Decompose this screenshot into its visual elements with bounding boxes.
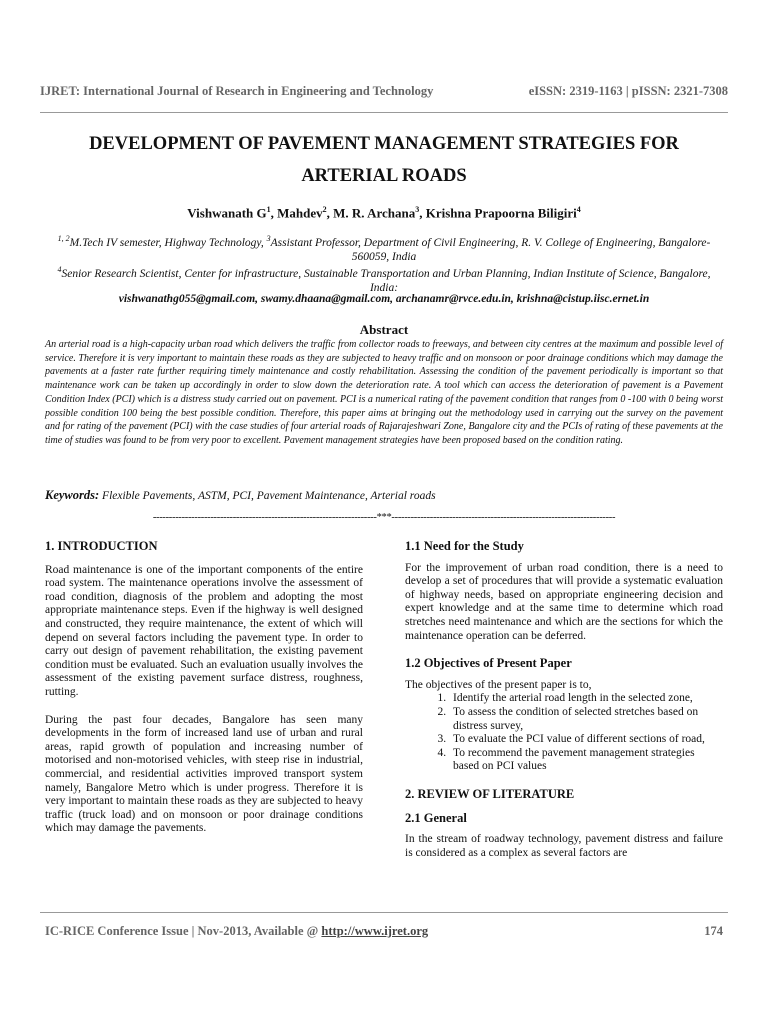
running-footer <box>45 924 723 939</box>
need-paragraph: For the improvement of urban road condition, there is a need to develop a set of procedures that will provide a systematic evaluation of highway needs, based on appropriate engineering decision and expert knowledge and at the same time to determine which road stretches need maintenance and which are the sections for which the maintenance operation can be deferred. <box>405 561 723 642</box>
objective-item: 2. To assess the condition of selected stretches based on distress survey, <box>449 706 723 733</box>
introduction-paragraph-1: Road maintenance is one of the important components of the entire road system. The maintenance operations involve the assessment of road condition, diagnosis of the problem and adopting the most appropriate maintenance steps. Even if the highway is well designed and constructed, they require maintenance, the extent of which will depend on several factors including the pavement type. In order to carry out design of pavement rehabilitation, the existing pavement condition must be evaluated. Such an evaluation usually involves the assessment of the existing pavement surface distress, roughness, rutting. <box>45 563 363 698</box>
section-separator: ----------------------------------------------------------------------***---------------------------------------------------------------------- <box>152 512 616 523</box>
paper-title <box>40 128 728 192</box>
objectives-intro: The objectives of the present paper is to, <box>405 678 592 691</box>
affiliation-1 <box>44 232 724 264</box>
review-heading: 2. REVIEW OF LITERATURE <box>405 786 575 801</box>
running-header <box>40 84 728 99</box>
title-line-2: ARTERIAL ROADS <box>301 166 467 186</box>
objectives-list <box>405 692 723 774</box>
footer-divider <box>40 912 728 913</box>
affiliation-4-marker: 4 <box>57 265 62 274</box>
keywords-label: Keywords: <box>45 488 100 502</box>
affiliation-1-text: M.Tech IV semester, Highway Technology, <box>69 236 267 249</box>
affiliation-4-text: Senior Research Scientist, Center for infrastructure, Sustainable Transportation and Urban Planning, Indian Institute of Science, Bangalore, India: <box>61 267 711 294</box>
objective-item: 4. To recommend the pavement management strategies based on PCI values <box>449 747 723 774</box>
author-2: Mahdev <box>277 205 323 221</box>
author-4-marker: 4 <box>576 205 581 214</box>
objective-item: 3. To evaluate the PCI value of different sections of road, <box>449 733 723 747</box>
author-3-marker: 3 <box>415 205 420 214</box>
abstract-text: An arterial road is a high-capacity urban road which delivers the traffic from collector roads to freeways, and between city centres at the maximum and possible level of service. Therefore it is very important to maintain these roads as they are subjected to heavy traffic and on monsoon or poor drainage conditions which may damage the pavements at a faster rate further requiring timely maintenance and costly rehabilitation. Assessing the condition of the pavement periodically is important so that maintenance work can be taken up accordingly in order to slow down the deterioration rate. A tool which can access the deterioration of pavement is a Pavement Condition Index (PCI) which is a distress study carried out on pavement. PCI is a numerical rating of the pavement condition that ranges from 0 -100 with 0 being worst possible condition 100 being the best possible condition. Therefore, this paper aims at bringing out the methodology used in carrying out the survey on the pavement and for rating of the pavement (PCI) with the case studies of four arterial roads of Rajarajeshwari Zone, Bangalore city and the PCIs of rating of these pavements at the time of studies was found to be from very poor to excellent. Pavement management strategies have been proposed based on the condition rating. <box>45 339 723 446</box>
title-line-1: DEVELOPMENT OF PAVEMENT MANAGEMENT STRATEGIES FOR <box>89 134 679 154</box>
header-divider <box>40 112 728 113</box>
general-paragraph: In the stream of roadway technology, pavement distress and failure is considered as a complex as several factors are <box>405 833 723 859</box>
author-2-marker: 2 <box>322 205 327 214</box>
affiliation-1-marker: 1, 2 <box>57 234 70 243</box>
affiliation-3-marker: 3 <box>266 234 271 243</box>
conference-info: IC-RICE Conference Issue | Nov-2013, Available @ <box>45 924 322 938</box>
left-column <box>45 540 363 850</box>
author-4: Krishna Prapoorna Biligiri <box>425 205 577 221</box>
right-column <box>405 540 723 874</box>
author-1: Vishwanath G <box>187 205 267 221</box>
abstract-heading: Abstract <box>359 322 409 337</box>
objectives-heading: 1.2 Objectives of Present Paper <box>405 656 572 671</box>
affiliation-3-text: Assistant Professor, Department of Civil Engineering, R. V. College of Engineering, Bangalore-560059, India <box>270 236 711 263</box>
issn-info: eISSN: 2319-1163 | pISSN: 2321-7308 <box>528 84 728 98</box>
author-1-marker: 1 <box>266 205 271 214</box>
author-emails: vishwanathg055@gmail.com, swamy.dhaana@gmail.com, archanamr@rvce.edu.in, krishna@cistup.iisc.ernet.in <box>118 293 650 305</box>
journal-link[interactable]: http://www.ijret.org <box>321 924 429 938</box>
author-list: Vishwanath $G^1$, Mahdev$^2$, M. R. Archana$^3$, Krishna Prapoorna Biligiri$^4$ <box>187 205 581 221</box>
introduction-paragraph-2: During the past four decades, Bangalore has seen many developments in the form of increased land use of urban and rural areas, rapid growth of population and increasing number of motorised and non-motorised vehicles, with steep rise in industrial, commercial, and residential activities improved transport system namely, Bangalore Metro which is under progress. Therefore it is very important to maintain these roads as they are subjected to heavy traffic (truck load) and on monsoon or poor drainage conditions which may damage the pavements. <box>45 713 363 835</box>
footer-citation <box>45 924 428 939</box>
need-heading: 1.1 Need for the Study <box>405 539 524 553</box>
general-heading: 2.1 General <box>405 810 467 825</box>
author-3: M. R. Archana <box>333 205 416 221</box>
introduction-heading: 1. INTRODUCTION <box>45 539 158 553</box>
affiliation-2 <box>44 263 724 295</box>
objective-item: 1. Identify the arterial road length in the selected zone, <box>449 692 723 706</box>
keywords-text: Flexible Pavements, ASTM, PCI, Pavement Maintenance, Arterial roads <box>102 490 436 502</box>
keywords <box>45 488 723 503</box>
page-number: 174 <box>704 924 723 938</box>
journal-name: IJRET: International Journal of Research in Engineering and Technology <box>40 84 434 98</box>
